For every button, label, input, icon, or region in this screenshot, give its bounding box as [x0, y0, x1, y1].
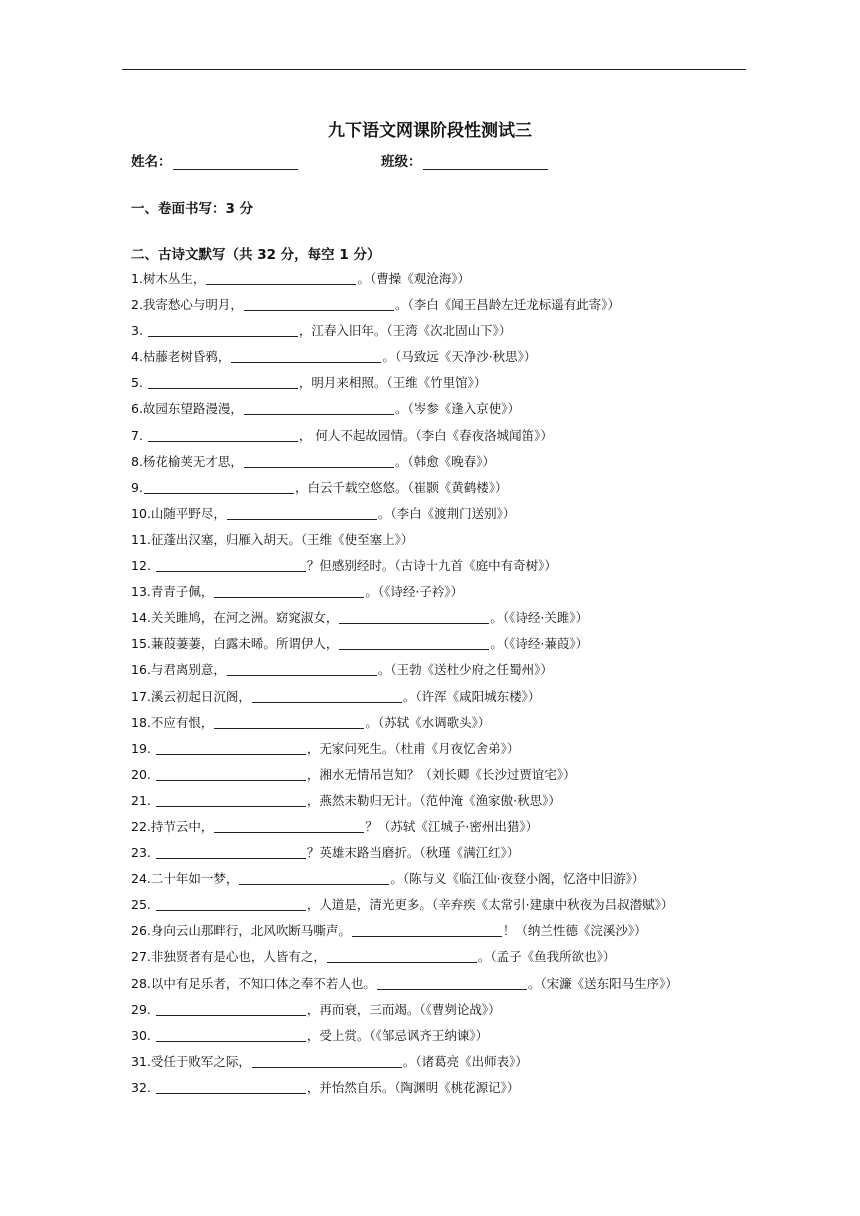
answer-blank[interactable]: [148, 322, 298, 337]
name-label: 姓名：: [131, 154, 172, 170]
question-text-before: 11.征蓬出汉塞，归雁入胡天。（王维《使至塞上》）: [131, 531, 414, 547]
question-text-before: 8.杨花榆荚无才思，: [131, 453, 243, 469]
question-text-after: 。（曹操《观沧海》）: [357, 271, 470, 286]
question-text-after: ，再而衰，三而竭。（《曹刿论战》）: [306, 1001, 501, 1017]
question-text-before: 17.溪云初起日沉阁，: [131, 688, 251, 704]
answer-blank[interactable]: [144, 479, 294, 494]
question-item: [131, 527, 751, 553]
question-list: [131, 266, 751, 1101]
question-text-before: 21.: [131, 792, 155, 808]
section-heading-poetry: 二、古诗文默写（共 32 分，每空 1 分）: [131, 247, 381, 263]
question-text-after: 。（李白《闻王昌龄左迁龙标遥有此寄》）: [394, 297, 620, 313]
question-text-after: 。（孟子《鱼我所欲也》）: [477, 949, 616, 965]
question-item: [131, 736, 751, 762]
question-item: [131, 266, 751, 292]
question-item: [131, 501, 751, 527]
question-text-before: 16.与君离别意，: [131, 662, 226, 678]
answer-blank[interactable]: [231, 348, 381, 363]
question-text-after: ，燕然未勒归无计。（范仲淹《渔家傲·秋思》）: [306, 792, 561, 808]
page-title: 九下语文网课阶段性测试三: [328, 121, 532, 141]
question-item: [131, 1075, 751, 1101]
question-item: [131, 605, 751, 631]
class-label: 班级：: [381, 154, 422, 170]
question-text-after: ，并怡然自乐。（陶渊明《桃花源记》）: [306, 1079, 520, 1095]
question-text-after: ！（纳兰性德《浣溪沙》）: [502, 923, 647, 939]
question-text-after: ，白云千载空悠悠。（崔颢《黄鹤楼》）: [294, 479, 508, 495]
question-text-after: 。（岑参《逢入京使》）: [394, 401, 520, 417]
answer-blank[interactable]: [214, 583, 364, 598]
answer-blank[interactable]: [156, 740, 306, 755]
question-text-after: ，湘水无情吊岂知？（刘长卿《长沙过贾谊宅》）: [306, 766, 576, 782]
question-text-before: 10.山随平野尽，: [131, 505, 226, 521]
answer-blank[interactable]: [244, 296, 394, 311]
question-item: [131, 1023, 751, 1049]
question-text-before: 30.: [131, 1027, 155, 1043]
question-text-before: 2.我寄愁心与明月，: [131, 297, 243, 313]
question-item: [131, 892, 751, 918]
question-text-before: 25.: [131, 897, 155, 913]
question-text-after: ，明月来相照。（王维《竹里馆》）: [298, 375, 487, 391]
question-item: [131, 840, 751, 866]
answer-blank[interactable]: [214, 714, 364, 729]
answer-blank[interactable]: [339, 609, 489, 624]
answer-blank[interactable]: [206, 270, 356, 285]
question-item: [131, 1049, 751, 1075]
name-field-row: [131, 150, 299, 170]
class-field-row: [381, 150, 549, 170]
question-text-after: 。（《诗经·子衿》）: [365, 584, 464, 600]
question-text-after: ，受上赏。（《邹忌讽齐王纳谏》）: [306, 1027, 489, 1043]
question-item: [131, 553, 751, 579]
answer-blank[interactable]: [156, 1079, 306, 1094]
question-text-before: 4.枯藤老树昏鸦，: [131, 349, 231, 365]
answer-blank[interactable]: [148, 427, 298, 442]
answer-blank[interactable]: [227, 505, 377, 520]
question-item: [131, 762, 751, 788]
name-blank[interactable]: [173, 155, 298, 170]
question-text-before: 3.: [131, 323, 147, 339]
answer-blank[interactable]: [156, 896, 306, 911]
question-item: [131, 918, 751, 944]
question-text-after: ，江春入旧年。（王湾《次北固山下》）: [298, 323, 512, 339]
question-text-after: ？（苏轼《江城子·密州出猎》）: [365, 818, 539, 834]
question-text-after: 。（苏轼《水调歌头》）: [365, 714, 491, 730]
question-text-after: 。（宋濂《送东阳马生序》）: [527, 975, 678, 991]
question-text-after: 。（王勃《送杜少府之任蜀州》）: [377, 662, 553, 678]
question-item: [131, 814, 751, 840]
question-text-after: 。（《诗经·关雎》）: [490, 610, 589, 626]
question-text-before: 22.持节云中，: [131, 818, 214, 834]
question-item: [131, 579, 751, 605]
question-text-before: 28.以中有足乐者，不知口体之奉不若人也。: [131, 975, 376, 991]
question-item: [131, 631, 751, 657]
question-text-before: 27.非独贤者有是心也，人皆有之，: [131, 949, 326, 965]
answer-blank[interactable]: [377, 975, 527, 990]
question-item: [131, 997, 751, 1023]
question-text-after: ，人道是，清光更多。（辛弃疾《太常引·建康中秋夜为吕叔潜赋》）: [306, 897, 674, 913]
question-text-before: 32.: [131, 1079, 155, 1095]
question-item: [131, 449, 751, 475]
answer-blank[interactable]: [156, 766, 306, 781]
question-text-after: 。（陈与义《临江仙·夜登小阁，忆洛中旧游》）: [390, 871, 645, 887]
answer-blank[interactable]: [252, 688, 402, 703]
question-text-before: 12.: [131, 558, 155, 574]
question-text-before: 6.故园东望路漫漫，: [131, 401, 243, 417]
question-text-before: 15.蒹葭萋萋，白露未晞。所谓伊人，: [131, 636, 339, 652]
question-item: [131, 318, 751, 344]
answer-blank[interactable]: [252, 1053, 402, 1068]
question-item: [131, 710, 751, 736]
question-item: [131, 344, 751, 370]
question-text-after: 。（马致远《天净沙·秋思》）: [382, 349, 537, 365]
answer-blank[interactable]: [327, 948, 477, 963]
answer-blank[interactable]: [156, 1027, 306, 1042]
question-text-after: ？但感别经时。（古诗十九首《庭中有奇树》）: [306, 558, 557, 574]
question-text-after: ，无家问死生。（杜甫《月夜忆舍弟》）: [306, 740, 520, 756]
question-item: [131, 866, 751, 892]
answer-blank[interactable]: [244, 400, 394, 415]
answer-blank[interactable]: [214, 818, 364, 833]
question-text-before: 1.树木丛生，: [131, 271, 206, 286]
question-text-before: 26.身向云山那畔行，北风吹断马嘶声。: [131, 923, 351, 939]
question-item: [131, 423, 751, 449]
question-text-after: 。（李白《渡荆门送别》）: [377, 505, 516, 521]
question-text-before: 31.受任于败军之际，: [131, 1053, 251, 1069]
question-item: [131, 370, 751, 396]
question-text-after: ， 何人不起故园情。（李白《春夜洛城闻笛》）: [298, 427, 553, 443]
question-text-before: 24.二十年如一梦，: [131, 871, 239, 887]
question-text-after: ？英雄末路当磨折。（秋瑾《满江红》）: [306, 845, 520, 861]
question-item: [131, 657, 751, 683]
question-text-before: 9.: [131, 479, 143, 495]
answer-blank[interactable]: [156, 844, 306, 859]
question-item: [131, 971, 751, 997]
answer-blank[interactable]: [148, 374, 298, 389]
answer-blank[interactable]: [239, 870, 389, 885]
answer-blank[interactable]: [352, 922, 502, 937]
class-blank[interactable]: [423, 155, 548, 170]
answer-blank[interactable]: [156, 557, 306, 572]
answer-blank[interactable]: [244, 453, 394, 468]
question-text-before: 19.: [131, 740, 155, 756]
question-text-before: 29.: [131, 1001, 155, 1017]
question-text-before: 23.: [131, 845, 155, 861]
question-text-after: 。（韩愈《晚春》）: [394, 453, 495, 469]
question-text-before: 20.: [131, 766, 155, 782]
question-item: [131, 292, 751, 318]
question-item: [131, 475, 751, 501]
question-text-before: 5.: [131, 375, 147, 391]
section-heading-handwriting: 一、卷面书写：3 分: [131, 201, 254, 217]
answer-blank[interactable]: [339, 635, 489, 650]
header-rule: [122, 69, 746, 70]
question-text-before: 14.关关雎鸠，在河之洲。窈窕淑女，: [131, 610, 339, 626]
question-text-after: 。（诸葛亮《出师表》）: [402, 1053, 528, 1069]
question-text-after: 。（《诗经·蒹葭》）: [490, 636, 589, 652]
answer-blank[interactable]: [156, 1001, 306, 1016]
question-item: [131, 788, 751, 814]
question-text-before: 7.: [131, 427, 147, 443]
answer-blank[interactable]: [156, 792, 306, 807]
question-text-before: 18.不应有恨，: [131, 714, 214, 730]
question-item: [131, 944, 751, 970]
answer-blank[interactable]: [227, 661, 377, 676]
question-text-after: 。（许浑《咸阳城东楼》）: [402, 688, 541, 704]
question-text-before: 13.青青子佩，: [131, 584, 214, 600]
question-item: [131, 684, 751, 710]
question-item: [131, 396, 751, 422]
